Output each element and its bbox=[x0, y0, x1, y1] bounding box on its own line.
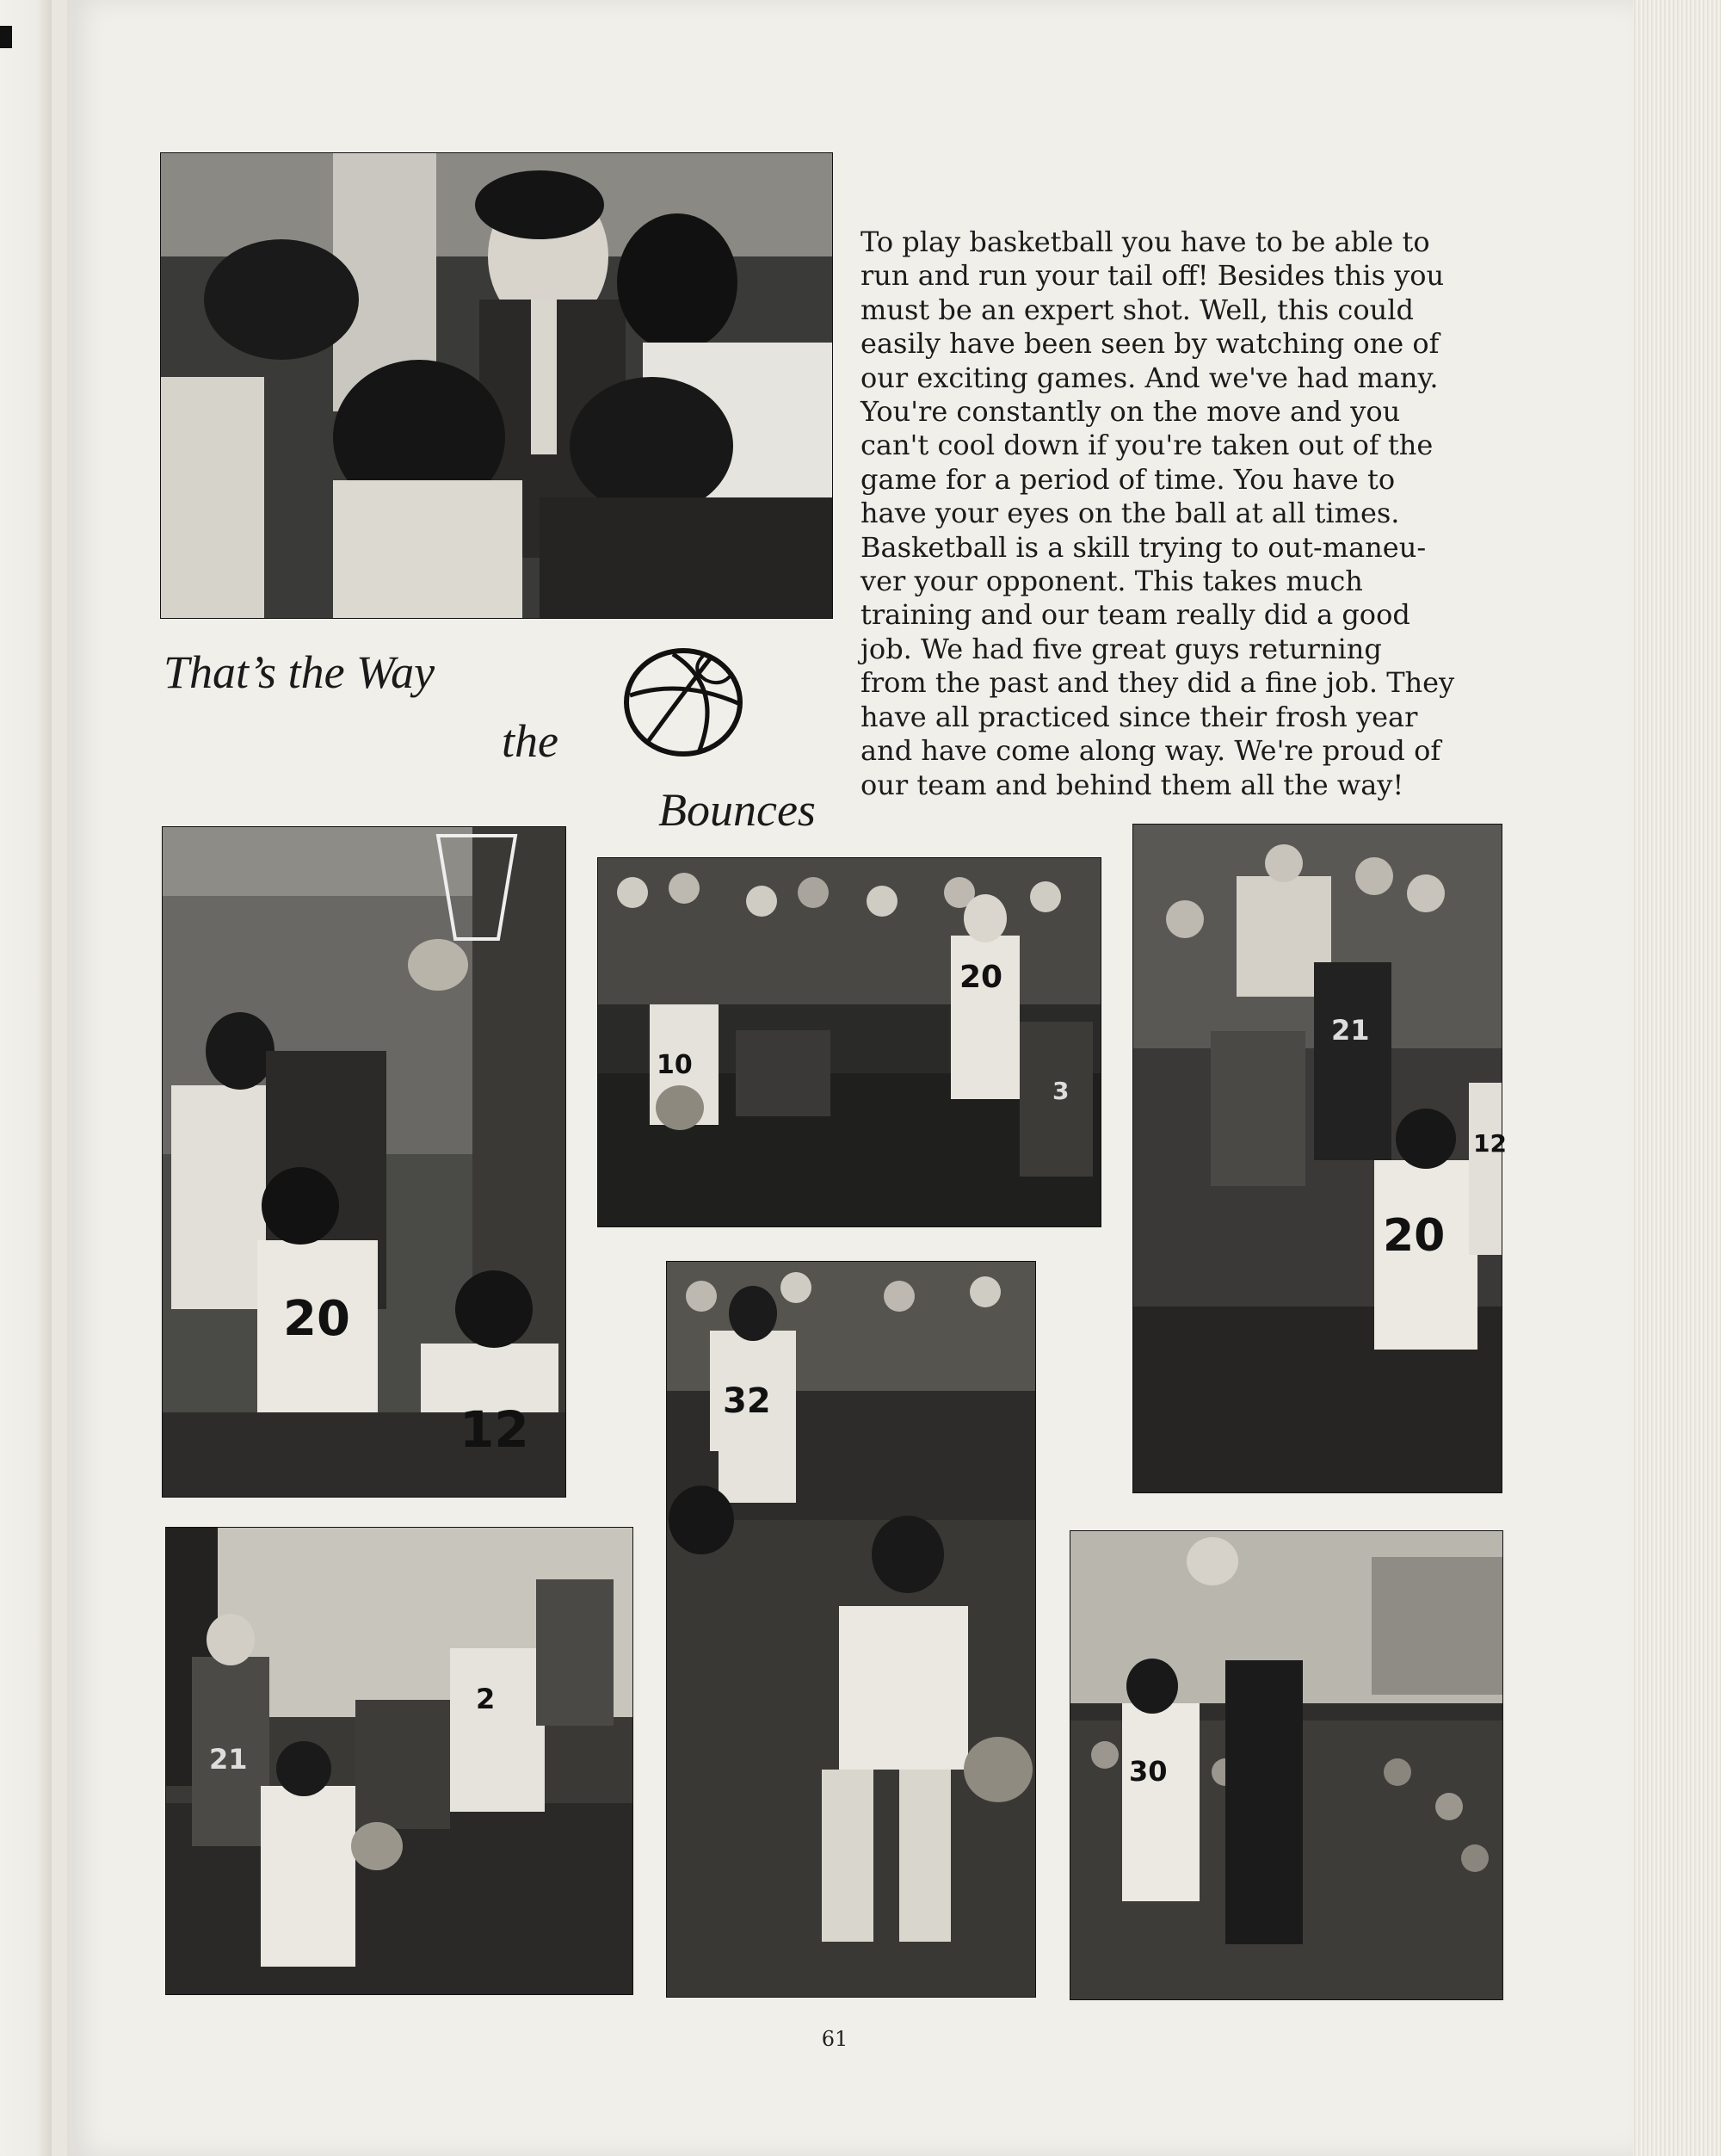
photo-ball-scramble bbox=[597, 857, 1101, 1227]
article-body: To play basketball you have to be able to run and run your tail off! Besides this you must be an expert shot. Well, this could easily have been seen by watching one of our exciting games. And we've had many. You're constantly on the move and you can't cool down if you're taken out of the game for a period of time. You have to have your eyes on the ball at all times. Basketball is a skill trying to out-maneu- ver your opponent. This takes much training and our team really did a good job. We had five great guys returning from the past and they did a fine job. They have all practiced since their frosh year and have come along way. We're proud of our team and behind them all the way! bbox=[860, 225, 1455, 801]
jersey-20: 20 bbox=[283, 1291, 350, 1347]
page-edges-right bbox=[1629, 0, 1721, 2156]
jersey-10: 10 bbox=[657, 1050, 693, 1080]
jersey-2: 2 bbox=[476, 1683, 496, 1715]
jersey-12: 12 bbox=[460, 1400, 529, 1459]
jersey-3: 3 bbox=[1052, 1077, 1070, 1105]
jersey-12: 12 bbox=[1473, 1129, 1507, 1158]
jersey-20: 20 bbox=[1383, 1210, 1446, 1262]
jersey-21: 21 bbox=[1331, 1014, 1370, 1047]
photo-jump-ball bbox=[165, 1527, 633, 1995]
photo-crowd-defense bbox=[1132, 824, 1507, 1493]
headline-line-3: Bounces bbox=[658, 784, 816, 836]
photo-under-basket bbox=[162, 826, 566, 1498]
headline-line-1: That’s the Way bbox=[163, 646, 435, 698]
spine-mark bbox=[0, 26, 12, 48]
photo-jump-shot bbox=[1070, 1530, 1503, 2000]
jersey-20: 20 bbox=[959, 960, 1003, 995]
jersey-21: 21 bbox=[209, 1743, 248, 1776]
book-spine-left bbox=[0, 0, 52, 2156]
basketball-icon bbox=[621, 644, 749, 760]
headline-line-2: the bbox=[502, 715, 558, 767]
jersey-30: 30 bbox=[1129, 1755, 1168, 1788]
jersey-32: 32 bbox=[723, 1381, 771, 1421]
photo-player-32 bbox=[666, 1261, 1036, 1998]
photo-coach-huddle bbox=[160, 152, 833, 619]
page-number: 61 bbox=[821, 2027, 848, 2051]
